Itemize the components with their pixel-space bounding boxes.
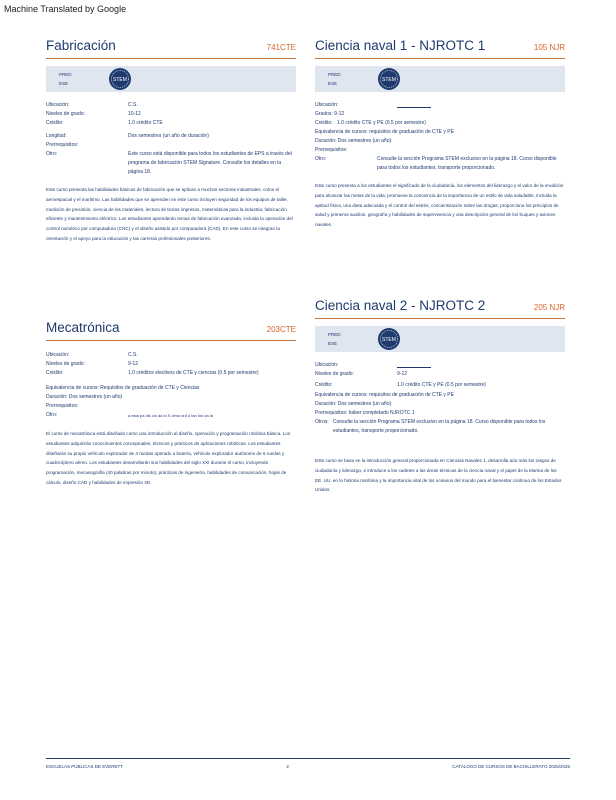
- longitud-value: Dos semestres (un año de duración): [128, 133, 209, 139]
- course-code: 203CTE: [266, 325, 296, 334]
- otro-value: a esta pa dis ció da lo S ximo ord ó lan ión da la: [128, 413, 213, 418]
- otro-value: Este curso está disponible para todos los estudiantes de EPS a través del programa de fabricación STEM Signature. Consulte los detalles en la página 18.: [128, 151, 292, 175]
- band-label-a: PRED: [328, 72, 341, 77]
- ubicacion-value: C.S.: [128, 352, 138, 358]
- band-label-b: ESE: [328, 81, 338, 86]
- ubicacion-label: Ubicación:: [46, 102, 70, 108]
- otro-label: Otro:: [46, 412, 58, 418]
- band-label-b: ESE: [59, 81, 69, 86]
- niveles-value: 10-12: [128, 111, 141, 117]
- page-number: 2: [286, 764, 289, 769]
- course-fabricacion: [46, 38, 296, 244]
- band-label-a: PRED: [59, 72, 72, 77]
- credito-label: Crédito:: [46, 120, 64, 126]
- stem-logo-icon: [108, 67, 132, 91]
- ubicacion-value: C.S.: [128, 102, 138, 108]
- niveles-label: Niveles de grado:: [46, 111, 85, 117]
- credito-value: 1.0 crédito CTE y PE (0.5 por semestre): [397, 382, 486, 388]
- course-code: 105 NJR: [533, 43, 565, 52]
- credito-value: 1.0 crédito CTE: [128, 120, 163, 126]
- course-header: [315, 298, 565, 319]
- duracion: Duración: Dos semestres (un año): [315, 401, 392, 407]
- ubicacion-blank: [397, 102, 431, 108]
- program-band: [46, 66, 296, 92]
- course-ciencia-naval-2: [315, 298, 565, 495]
- stem-logo-icon: [377, 67, 401, 91]
- otro-label: Otros:: [315, 419, 329, 425]
- course-description: Este curso se basa en la introducción general proporcionada en Ciencias Navales 1, desarrolla aún más los rasgos de ciudadanía y liderazgo, e introduce a los cadetes a las áreas técnicas de la ciencia naval y el papel de la Marina de los EE. UU. en la historia marítima y la importancia vital de los océanos del mundo para el bienestar continuo de los Estados Unidos.: [315, 458, 562, 493]
- grados: Grados: 9-12: [315, 111, 345, 117]
- niveles-label: Niveles de grado:: [46, 361, 85, 367]
- ubicacion-blank: [397, 362, 431, 368]
- course-description: Este curso presenta las habilidades básicas de fabricación que se aplican a muchos sectores industriales, como el aeroespacial y el marítimo. Las habilidades que se aprenden en este curso incluyen seguridad de los equipos de taller, medición de precisión, ciencia de los materiales, lectura de textos impresos, matemáticas para la industria, fabricación eficiente y mantenimiento eléctrico. Los estudiantes aprenderán temas de fabricación avanzada, incluida la operación del control numérico por computadora (CNC) y el diseño asistido por computadora (CAD). En este curso se integran la orientación y el apoyo para la educación y las carreras profesionales posteriores.: [46, 187, 293, 241]
- band-label-a: PRED: [328, 332, 341, 337]
- niveles-value: 9-12: [128, 361, 139, 367]
- course-header: [315, 38, 565, 59]
- course-code: 205 NJR: [533, 303, 565, 312]
- equivalencia: Equivalencia de cursos: requisitos de graduación de CTE y PE: [315, 392, 454, 398]
- prerequisitos: Prerrequisitos:: [315, 147, 348, 153]
- otro-value: Consulte la sección Programa STEM exclusivo en la página 18. Curso disponible para todos los estudiantes, transporte proporcionado.: [333, 419, 546, 434]
- band-label-b: ESE: [328, 341, 338, 346]
- footer-right: CATÁLOGO DE CURSOS DE BACHILLERATO 2025/2026: [452, 764, 570, 769]
- niveles-label: Niveles de grado:: [315, 371, 354, 377]
- credito-value: 1.0 crédito CTE y PE (0.5 por semestre): [337, 120, 426, 126]
- credito-label: Crédito:: [315, 382, 333, 388]
- prerequisitos: Prerrequisitos:: [46, 142, 79, 148]
- footer-left: ESCUELAS PÚBLICAS DE EVERETT: [46, 764, 124, 769]
- duracion: Duración: Dos semestres (un año): [315, 138, 392, 144]
- svg-text:STEM: STEM: [382, 337, 396, 344]
- course-code: 741CTE: [266, 43, 296, 52]
- ubicacion-label: Ubicación:: [46, 352, 70, 358]
- otro-label: Otro:: [315, 156, 327, 162]
- svg-text:STEM: STEM: [113, 77, 127, 84]
- course-ciencia-naval-1: [315, 38, 565, 230]
- machine-translated-note: Machine Translated by Google: [4, 4, 127, 14]
- credito-label: Crédito:: [315, 120, 333, 126]
- course-mecatronica: [46, 320, 296, 488]
- otro-value: Consulte la sección Programa STEM exclusivo en la página 18. Curso disponible para todos los estudiantes, transporte proporcionado.: [377, 156, 557, 171]
- course-description: El curso de mecatrónica está diseñado como una introducción al diseño, operación y programación robótica básica. Los estudiantes adquirirán conocimientos conceptuales, técnicos y prácticos de aplicaciones robóticas. Los estudiantes diseñarán su propio vehículo explorador de 4 ruedas operado a batería, vehículo explorador autónomo de 6 ruedas y cuadricóptero aéreo. Los estudiantes desarrollarán sus habilidades del siglo XXI durante el curso, incluyendo programación, mecanografía (40 palabras por minuto), prácticas de ingeniería, habilidades de comunicación, hojas de cálculo, diseño CAD y habilidades de impresión 3D.: [46, 431, 291, 485]
- course-title: Mecatrónica: [46, 320, 120, 335]
- page-footer: [46, 758, 570, 769]
- course-description: Este curso presenta a los estudiantes el significado de la ciudadanía, los elementos del liderazgo y el valor de la erudición para alcanzar las metas de la vida; promueve la conciencia de la importancia de un estilo de vida saludable, incluida la aptitud física, una dieta adecuada y el control del estrés, concientización sobre las drogas; proporciona los principios de salud y primeros auxilios, geografía y habilidades de supervivencia y una descripción general de los buques y aviones navales.: [315, 183, 564, 228]
- credito-value: 1.0 créditos electivos de CTE y ciencias (0.5 por semestre): [128, 370, 259, 376]
- prerequisitos: Prerrequisitos: haber completado NJROTC 1: [315, 410, 415, 416]
- course-header: [46, 320, 296, 341]
- equivalencia: Equivalencia de cursos: Requisitos de graduación de CTE y Ciencias: [46, 385, 200, 391]
- course-title: Ciencia naval 2 - NJROTC 2: [315, 298, 486, 313]
- svg-text:STEM: STEM: [382, 77, 396, 84]
- course-title: Ciencia naval 1 - NJROTC 1: [315, 38, 486, 53]
- stem-logo-icon: [377, 327, 401, 351]
- niveles-value: 9-12: [397, 371, 408, 377]
- otro-label: Otro:: [46, 151, 58, 157]
- equivalencia: Equivalencia de cursos: requisitos de graduación de CTE y PE: [315, 129, 454, 135]
- duracion: Duración: Dos semestres (un año): [46, 394, 123, 400]
- course-header: [46, 38, 296, 59]
- credito-label: Crédito:: [46, 370, 64, 376]
- ubicacion-label: Ubicación:: [315, 362, 339, 368]
- program-band: [315, 326, 565, 352]
- course-title: Fabricación: [46, 38, 116, 53]
- program-band: [315, 66, 565, 92]
- longitud-label: Longitud:: [46, 133, 67, 139]
- ubicacion-label: Ubicación:: [315, 102, 339, 108]
- prerequisitos: Prerrequisitos:: [46, 403, 79, 409]
